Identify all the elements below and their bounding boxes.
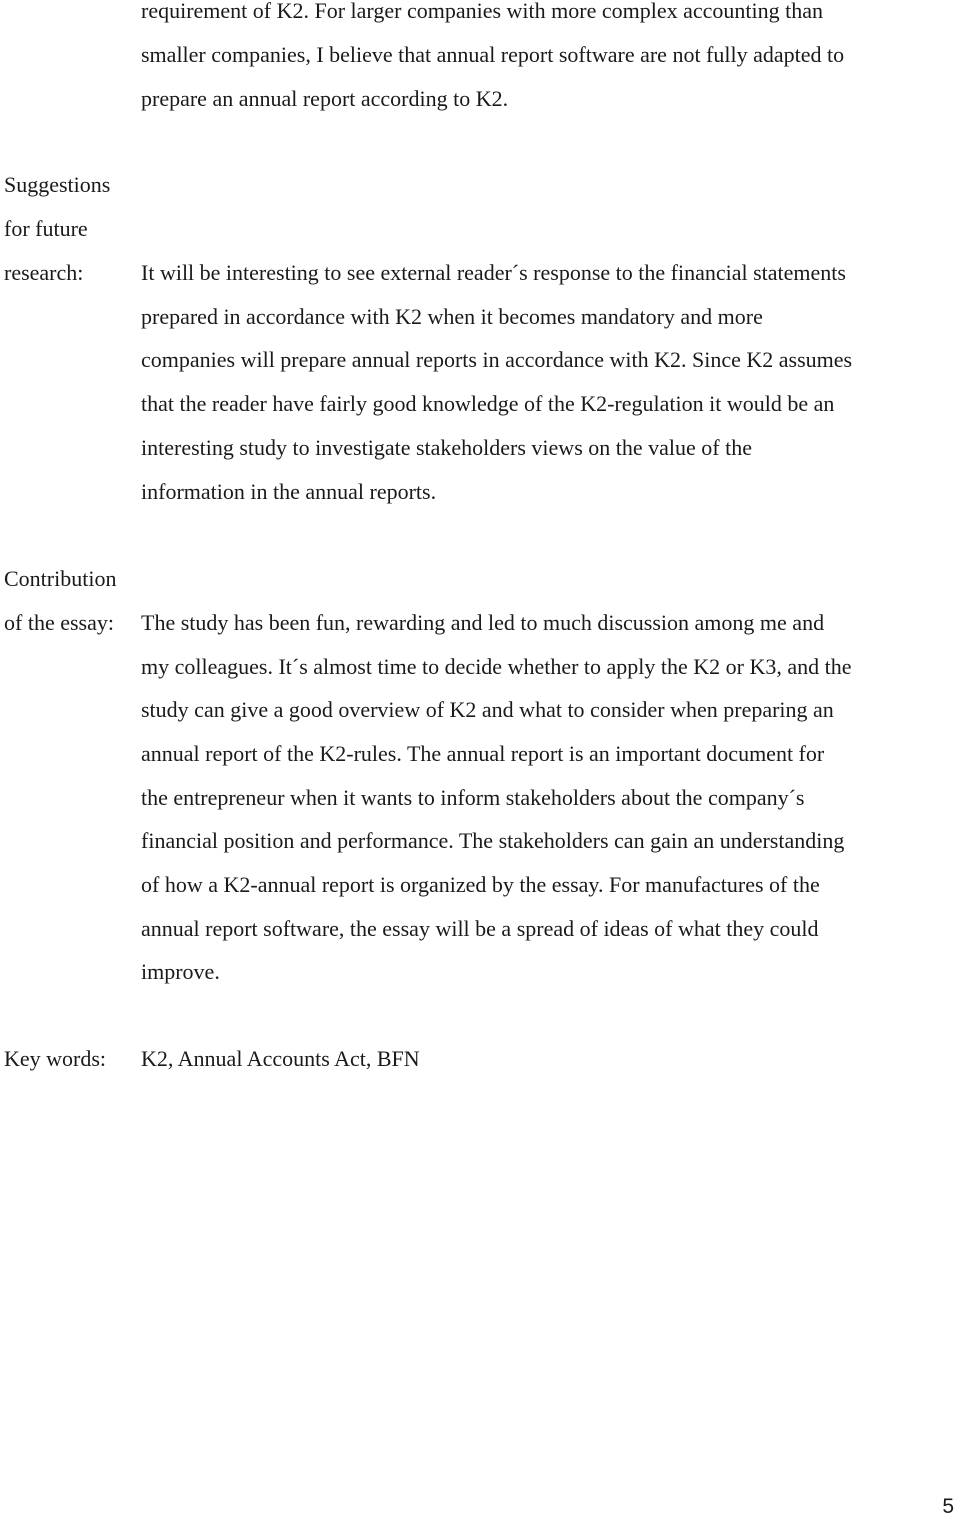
contribution-label: Contribution [4, 566, 117, 591]
contribution-line: the entrepreneur when it wants to inform stakeholders about the company´s [141, 785, 805, 810]
keywords-label: Key words: [4, 1046, 107, 1071]
contribution-line: improve. [141, 959, 220, 984]
future-research-line: that the reader have fairly good knowledge of the K2-regulation it would be an [141, 391, 835, 416]
contribution-label: of the essay: [4, 610, 114, 635]
future-research-line: interesting study to investigate stakeholders views on the value of the [141, 435, 752, 460]
future-research-line: prepared in accordance with K2 when it becomes mandatory and more [141, 304, 763, 329]
intro-line: requirement of K2. For larger companies with more complex accounting than [141, 0, 823, 23]
contribution-line: study can give a good overview of K2 and what to consider when preparing an [141, 697, 834, 722]
intro-line: smaller companies, I believe that annual report software are not fully adapted to [141, 42, 845, 67]
contribution-line: my colleagues. It´s almost time to decide whether to apply the K2 or K3, and the [141, 654, 852, 679]
contribution-line: of how a K2-annual report is organized by the essay. For manufactures of the [141, 872, 820, 897]
future-research-line: information in the annual reports. [141, 479, 437, 504]
keywords-value: K2, Annual Accounts Act, BFN [141, 1046, 420, 1071]
intro-line: prepare an annual report according to K2. [141, 86, 509, 111]
contribution-line: annual report of the K2-rules. The annual report is an important document for [141, 741, 825, 766]
contribution-line: annual report software, the essay will be a spread of ideas of what they could [141, 916, 819, 941]
future-research-label: Suggestions [4, 172, 111, 197]
contribution-line: financial position and performance. The stakeholders can gain an understanding [141, 828, 845, 853]
future-research-label: for future [4, 216, 88, 241]
future-research-label: research: [4, 260, 84, 285]
page-number: 5 [942, 1495, 954, 1518]
future-research-line: companies will prepare annual reports in accordance with K2. Since K2 assumes [141, 347, 853, 372]
future-research-line: It will be interesting to see external reader´s response to the financial statements [141, 260, 846, 285]
contribution-line: The study has been fun, rewarding and led to much discussion among me and [141, 610, 825, 635]
